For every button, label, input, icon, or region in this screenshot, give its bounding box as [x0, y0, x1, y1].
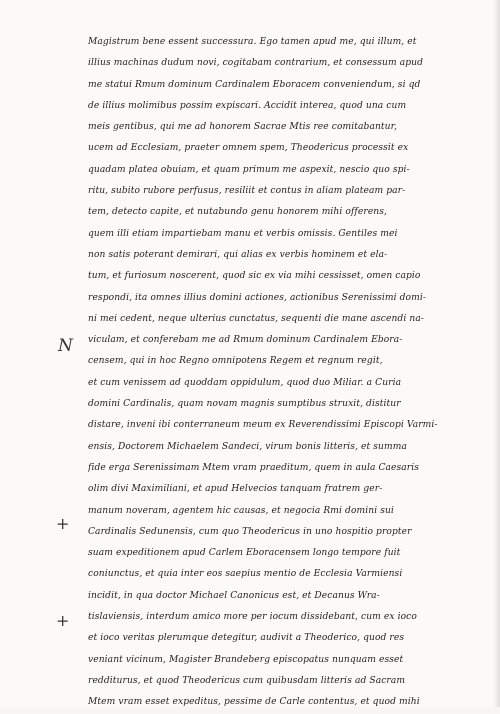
manuscript-line: ucem ad Ecclesiam, praeter omnem spem, Theodericus processit ex	[88, 143, 409, 154]
manuscript-line: viculam, et conferebam me ad Rmum dominum Cardinalem Ebora-	[88, 335, 403, 346]
margin-cross-mark-lower: +	[56, 611, 70, 630]
manuscript-line: coniunctus, et quia inter eos saepius mentio de Ecclesia Varmiensi	[88, 569, 403, 580]
manuscript-line: et cum venissem ad quoddam oppidulum, quod duo Miliar. a Curia	[88, 377, 402, 388]
page-edge-shadow	[493, 0, 500, 707]
manuscript-line: fide erga Serenissimam Mtem vram praeditum, quem in aula Caesaris	[88, 462, 420, 473]
manuscript-line: tislaviensis, interdum amico more per iocum dissidebant, cum ex ioco	[88, 612, 417, 623]
manuscript-line: redditurus, et quod Theodericus cum quibusdam litteris ad Sacram	[88, 675, 406, 686]
manuscript-line: me statui Rmum dominum Cardinalem Eboracem conveniendum, si qd	[88, 79, 421, 90]
manuscript-line: Magistrum bene essent successura. Ego tamen apud me, qui illum, et	[88, 37, 417, 47]
margin-cross-mark-upper: +	[56, 514, 70, 533]
manuscript-line: Mtem vram esset expeditus, pessime de Carle contentus, et quod mihi	[88, 697, 420, 708]
manuscript-line: ni mei cedent, neque ulterius cunctatus, sequenti die mane ascendi na-	[88, 313, 425, 324]
manuscript-line: veniant vicinum, Magister Brandeberg episcopatus nunquam esset	[88, 654, 404, 665]
manuscript-line: de illius molimibus possim expiscari. Accidit interea, quod una cum	[88, 100, 407, 111]
manuscript-line: respondi, ita omnes illius domini actiones, actionibus Serenissimi domi-	[88, 292, 427, 303]
manuscript-line: tem, detecto capite, et nutabundo genu honorem mihi offerens,	[88, 207, 388, 218]
manuscript-line: et ioco veritas plerumque detegitur, audivit a Theoderico, quod res	[88, 633, 405, 644]
manuscript-line: manum noveram, agentem hic causas, et negocia Rmi domini sui	[88, 505, 394, 516]
manuscript-line: distare, inveni ibi conterraneum meum ex Reverendissimi Episcopi Varmi-	[88, 420, 438, 431]
manuscript-line: olim divi Maximiliani, et apud Helvecios tanquam fratrem ger-	[88, 484, 383, 495]
manuscript-line: domini Cardinalis, quam novam magnis sumptibus struxit, distitur	[88, 399, 401, 410]
manuscript-line: tum, et furiosum noscerent, quod sic ex via mihi cessisset, omen capio	[88, 271, 421, 282]
manuscript-text-block	[88, 32, 468, 714]
manuscript-line: quadam platea obuiam, et quam primum me aspexit, nescio quo spi-	[88, 164, 410, 175]
manuscript-line: Cardinalis Sedunensis, cum quo Theodericus in uno hospitio propter	[88, 526, 412, 537]
manuscript-line: illius machinas dudum novi, cogitabam contrarium, et consessum apud	[88, 58, 424, 69]
manuscript-line: suam expeditionem apud Carlem Eboracensem longo tempore fuit	[88, 548, 401, 559]
margin-note-n: N	[58, 336, 73, 356]
manuscript-line: quem illi etiam impartiebam manu et verbis omissis. Gentiles mei	[88, 228, 398, 239]
manuscript-line: censem, qui in hoc Regno omnipotens Regem et regnum regit,	[88, 356, 383, 367]
manuscript-line: non satis poterant demirari, qui alias ex verbis hominem et ela-	[88, 249, 388, 260]
manuscript-line: meis gentibus, qui me ad honorem Sacrae Mtis ree comitabantur,	[88, 122, 398, 133]
manuscript-line: ritu, subito rubore perfusus, resiliit et contus in aliam plateam par-	[88, 186, 406, 197]
manuscript-line: ensis, Doctorem Michaelem Sandeci, virum bonis litteris, et summa	[88, 441, 407, 452]
manuscript-line: incidit, in qua doctor Michael Canonicus est, et Decanus Wra-	[88, 590, 380, 601]
